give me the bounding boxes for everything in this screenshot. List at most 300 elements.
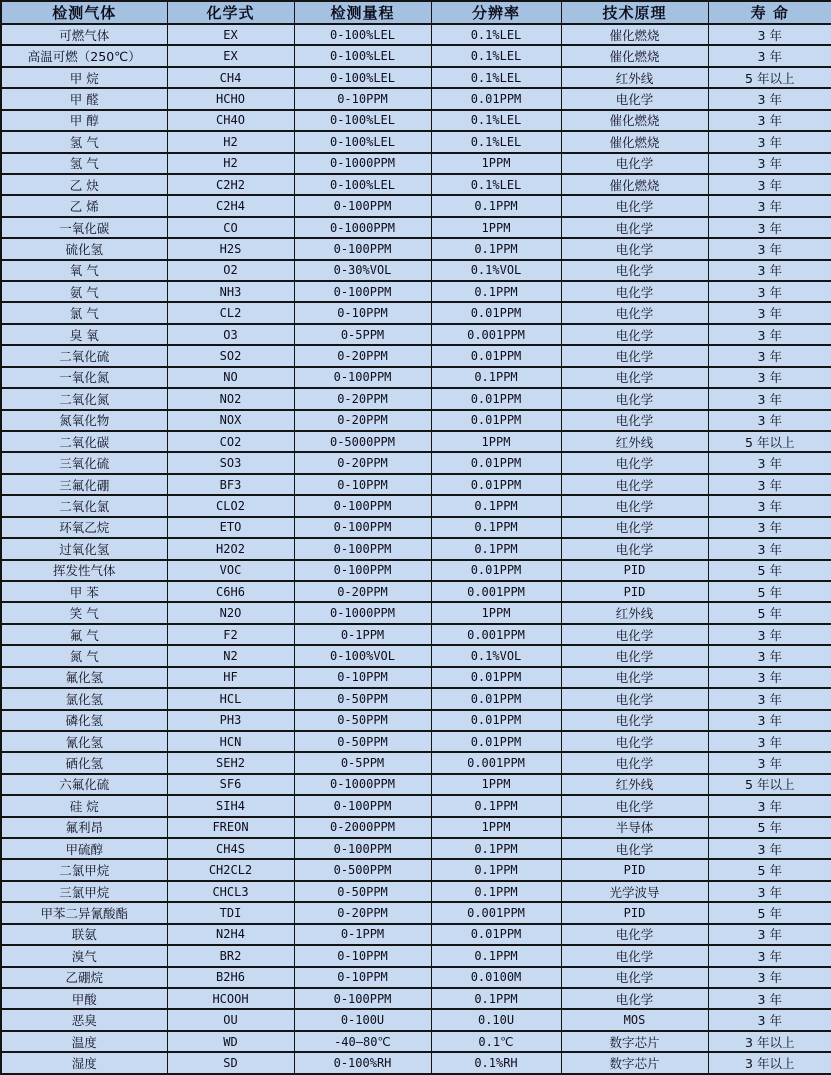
gas-name-cell: 笑 气 (1, 602, 167, 623)
chemical-formula-cell: HCHO (167, 88, 294, 109)
detection-range-cell: 0-20PPM (294, 388, 431, 409)
technology-cell: 光学波导 (561, 881, 708, 902)
resolution-cell: 0.01PPM (431, 731, 561, 752)
detection-range-cell: 0-100U (294, 1009, 431, 1030)
lifespan-cell: 3 年 (708, 624, 831, 645)
resolution-cell: 0.01PPM (431, 88, 561, 109)
chemical-formula-cell: N2O (167, 602, 294, 623)
table-row (1, 474, 831, 495)
table-row (1, 302, 831, 323)
lifespan-cell: 5 年以上 (708, 431, 831, 452)
table-row (1, 538, 831, 559)
lifespan-cell: 3 年 (708, 988, 831, 1009)
header-gas-name: 检测气体 (1, 1, 167, 24)
lifespan-cell: 5 年 (708, 817, 831, 838)
resolution-cell: 0.001PPM (431, 752, 561, 773)
lifespan-cell: 3 年 (708, 1009, 831, 1030)
resolution-cell: 0.1%VOL (431, 645, 561, 666)
table-row (1, 410, 831, 431)
chemical-formula-cell: C2H4 (167, 195, 294, 216)
resolution-cell: 0.1PPM (431, 795, 561, 816)
gas-name-cell: 一氧化碳 (1, 217, 167, 238)
resolution-cell: 0.1%LEL (431, 131, 561, 152)
table-row (1, 217, 831, 238)
chemical-formula-cell: CH4O (167, 110, 294, 131)
technology-cell: 电化学 (561, 988, 708, 1009)
lifespan-cell: 3 年 (708, 752, 831, 773)
technology-cell: 电化学 (561, 945, 708, 966)
gas-name-cell: 氯化氢 (1, 688, 167, 709)
resolution-cell: 0.01PPM (431, 345, 561, 366)
resolution-cell: 0.1%VOL (431, 260, 561, 281)
gas-name-cell: 过氧化氢 (1, 538, 167, 559)
chemical-formula-cell: C6H6 (167, 581, 294, 602)
chemical-formula-cell: NO (167, 367, 294, 388)
detection-range-cell: 0-50PPM (294, 688, 431, 709)
detection-range-cell: 0-50PPM (294, 710, 431, 731)
detection-range-cell: 0-1000PPM (294, 217, 431, 238)
chemical-formula-cell: SO2 (167, 345, 294, 366)
technology-cell: 电化学 (561, 538, 708, 559)
lifespan-cell: 5 年 (708, 859, 831, 880)
technology-cell: 电化学 (561, 195, 708, 216)
lifespan-cell: 3 年 (708, 838, 831, 859)
gas-name-cell: 可燃气体 (1, 24, 167, 45)
gas-name-cell: 二氧化氮 (1, 388, 167, 409)
technology-cell: 数字芯片 (561, 1052, 708, 1074)
table-row (1, 731, 831, 752)
resolution-cell: 1PPM (431, 602, 561, 623)
chemical-formula-cell: CH4 (167, 67, 294, 88)
table-row (1, 238, 831, 259)
technology-cell: PID (561, 581, 708, 602)
chemical-formula-cell: NO2 (167, 388, 294, 409)
technology-cell: 电化学 (561, 495, 708, 516)
gas-name-cell: 三氯甲烷 (1, 881, 167, 902)
detection-range-cell: -40—80℃ (294, 1031, 431, 1052)
chemical-formula-cell: O2 (167, 260, 294, 281)
lifespan-cell: 5 年 (708, 602, 831, 623)
technology-cell: 电化学 (561, 217, 708, 238)
technology-cell: 催化燃烧 (561, 110, 708, 131)
detection-range-cell: 0-10PPM (294, 945, 431, 966)
table-row (1, 88, 831, 109)
chemical-formula-cell: SO3 (167, 452, 294, 473)
resolution-cell: 0.1%RH (431, 1052, 561, 1074)
chemical-formula-cell: BR2 (167, 945, 294, 966)
resolution-cell: 0.01PPM (431, 924, 561, 945)
lifespan-cell: 3 年 (708, 45, 831, 66)
detection-range-cell: 0-20PPM (294, 452, 431, 473)
detection-range-cell: 0-100PPM (294, 988, 431, 1009)
detection-range-cell: 0-1PPM (294, 924, 431, 945)
technology-cell: 电化学 (561, 474, 708, 495)
gas-name-cell: 甲苯二异氰酸酯 (1, 902, 167, 923)
lifespan-cell: 3 年 (708, 324, 831, 345)
chemical-formula-cell: NH3 (167, 281, 294, 302)
table-row (1, 1009, 831, 1030)
resolution-cell: 0.01PPM (431, 560, 561, 581)
detection-range-cell: 0-1000PPM (294, 602, 431, 623)
gas-name-cell: 一氧化氮 (1, 367, 167, 388)
table-row (1, 452, 831, 473)
chemical-formula-cell: HCOOH (167, 988, 294, 1009)
gas-name-cell: 氢 气 (1, 131, 167, 152)
lifespan-cell: 3 年 (708, 131, 831, 152)
resolution-cell: 0.1PPM (431, 195, 561, 216)
table-row (1, 67, 831, 88)
chemical-formula-cell: EX (167, 45, 294, 66)
chemical-formula-cell: CLO2 (167, 495, 294, 516)
lifespan-cell: 3 年 (708, 217, 831, 238)
gas-name-cell: 氯 气 (1, 302, 167, 323)
technology-cell: 催化燃烧 (561, 174, 708, 195)
gas-name-cell: 乙硼烷 (1, 967, 167, 988)
technology-cell: 电化学 (561, 238, 708, 259)
detection-range-cell: 0-20PPM (294, 410, 431, 431)
table-body (1, 24, 831, 1074)
table-row (1, 260, 831, 281)
resolution-cell: 1PPM (431, 774, 561, 795)
detection-range-cell: 0-1PPM (294, 624, 431, 645)
technology-cell: 红外线 (561, 774, 708, 795)
table-row (1, 174, 831, 195)
detection-range-cell: 0-50PPM (294, 731, 431, 752)
technology-cell: 电化学 (561, 752, 708, 773)
resolution-cell: 0.1PPM (431, 838, 561, 859)
gas-name-cell: 湿度 (1, 1052, 167, 1074)
resolution-cell: 0.001PPM (431, 902, 561, 923)
detection-range-cell: 0-10PPM (294, 302, 431, 323)
gas-name-cell: 氧 气 (1, 260, 167, 281)
table-row (1, 560, 831, 581)
chemical-formula-cell: VOC (167, 560, 294, 581)
detection-range-cell: 0-100PPM (294, 538, 431, 559)
lifespan-cell: 3 年 (708, 945, 831, 966)
table-row (1, 1052, 831, 1074)
lifespan-cell: 3 年 (708, 88, 831, 109)
detection-range-cell: 0-100PPM (294, 281, 431, 302)
chemical-formula-cell: CO2 (167, 431, 294, 452)
gas-name-cell: 甲 醛 (1, 88, 167, 109)
table-row (1, 967, 831, 988)
lifespan-cell: 5 年 (708, 560, 831, 581)
resolution-cell: 0.01PPM (431, 452, 561, 473)
resolution-cell: 0.1PPM (431, 495, 561, 516)
technology-cell: 电化学 (561, 667, 708, 688)
detection-range-cell: 0-100PPM (294, 495, 431, 516)
gas-name-cell: 硅 烷 (1, 795, 167, 816)
chemical-formula-cell: HCL (167, 688, 294, 709)
detection-range-cell: 0-20PPM (294, 902, 431, 923)
chemical-formula-cell: TDI (167, 902, 294, 923)
resolution-cell: 1PPM (431, 217, 561, 238)
gas-name-cell: 乙 炔 (1, 174, 167, 195)
chemical-formula-cell: NOX (167, 410, 294, 431)
gas-name-cell: 氟 气 (1, 624, 167, 645)
detection-range-cell: 0-100PPM (294, 195, 431, 216)
lifespan-cell: 3 年 (708, 517, 831, 538)
chemical-formula-cell: CO (167, 217, 294, 238)
table-row (1, 24, 831, 45)
detection-range-cell: 0-5PPM (294, 752, 431, 773)
table-row (1, 624, 831, 645)
lifespan-cell: 3 年 (708, 731, 831, 752)
gas-name-cell: 环氧乙烷 (1, 517, 167, 538)
table-row (1, 367, 831, 388)
lifespan-cell: 5 年以上 (708, 67, 831, 88)
header-lifespan: 寿 命 (708, 1, 831, 24)
detection-range-cell: 0-100PPM (294, 367, 431, 388)
lifespan-cell: 3 年 (708, 538, 831, 559)
technology-cell: 红外线 (561, 67, 708, 88)
technology-cell: 电化学 (561, 795, 708, 816)
gas-name-cell: 温度 (1, 1031, 167, 1052)
table-row (1, 881, 831, 902)
resolution-cell: 0.1%LEL (431, 67, 561, 88)
gas-name-cell: 挥发性气体 (1, 560, 167, 581)
lifespan-cell: 3 年 (708, 881, 831, 902)
technology-cell: PID (561, 902, 708, 923)
resolution-cell: 0.10U (431, 1009, 561, 1030)
lifespan-cell: 3 年 (708, 710, 831, 731)
chemical-formula-cell: SF6 (167, 774, 294, 795)
lifespan-cell: 3 年 (708, 302, 831, 323)
gas-name-cell: 臭 氧 (1, 324, 167, 345)
table-row (1, 153, 831, 174)
gas-name-cell: 二氧化氯 (1, 495, 167, 516)
gas-name-cell: 二氧化硫 (1, 345, 167, 366)
chemical-formula-cell: CHCL3 (167, 881, 294, 902)
technology-cell: 电化学 (561, 452, 708, 473)
table-row (1, 45, 831, 66)
technology-cell: 电化学 (561, 324, 708, 345)
resolution-cell: 0.1PPM (431, 281, 561, 302)
chemical-formula-cell: H2 (167, 153, 294, 174)
gas-name-cell: 甲 烷 (1, 67, 167, 88)
technology-cell: 电化学 (561, 924, 708, 945)
technology-cell: 电化学 (561, 710, 708, 731)
technology-cell: 电化学 (561, 688, 708, 709)
gas-name-cell: 氟利昂 (1, 817, 167, 838)
detection-range-cell: 0-100PPM (294, 517, 431, 538)
technology-cell: 电化学 (561, 517, 708, 538)
gas-name-cell: 二氯甲烷 (1, 859, 167, 880)
resolution-cell: 1PPM (431, 817, 561, 838)
technology-cell: 催化燃烧 (561, 45, 708, 66)
table-row (1, 495, 831, 516)
lifespan-cell: 3 年 (708, 645, 831, 666)
detection-range-cell: 0-100PPM (294, 795, 431, 816)
table-row (1, 667, 831, 688)
resolution-cell: 1PPM (431, 153, 561, 174)
lifespan-cell: 3 年 (708, 667, 831, 688)
technology-cell: 电化学 (561, 345, 708, 366)
resolution-cell: 0.1PPM (431, 538, 561, 559)
detection-range-cell: 0-100%LEL (294, 131, 431, 152)
chemical-formula-cell: BF3 (167, 474, 294, 495)
technology-cell: PID (561, 859, 708, 880)
detection-range-cell: 0-100%VOL (294, 645, 431, 666)
lifespan-cell: 3 年 (708, 495, 831, 516)
header-technology: 技术原理 (561, 1, 708, 24)
gas-name-cell: 硒化氢 (1, 752, 167, 773)
table-row (1, 688, 831, 709)
resolution-cell: 0.1PPM (431, 859, 561, 880)
gas-name-cell: 氰化氢 (1, 731, 167, 752)
table-row (1, 1031, 831, 1052)
gas-name-cell: 氟化氢 (1, 667, 167, 688)
header-resolution: 分辨率 (431, 1, 561, 24)
resolution-cell: 0.01PPM (431, 388, 561, 409)
table-row (1, 838, 831, 859)
resolution-cell: 0.1%LEL (431, 110, 561, 131)
lifespan-cell: 5 年以上 (708, 774, 831, 795)
gas-name-cell: 高温可燃（250℃） (1, 45, 167, 66)
lifespan-cell: 3 年 (708, 238, 831, 259)
technology-cell: 电化学 (561, 88, 708, 109)
table-row (1, 924, 831, 945)
chemical-formula-cell: CH4S (167, 838, 294, 859)
detection-range-cell: 0-100%RH (294, 1052, 431, 1074)
technology-cell: 电化学 (561, 260, 708, 281)
resolution-cell: 0.1PPM (431, 367, 561, 388)
chemical-formula-cell: PH3 (167, 710, 294, 731)
lifespan-cell: 3 年 (708, 967, 831, 988)
chemical-formula-cell: FREON (167, 817, 294, 838)
lifespan-cell: 3 年 (708, 410, 831, 431)
lifespan-cell: 3 年 (708, 153, 831, 174)
chemical-formula-cell: CL2 (167, 302, 294, 323)
gas-name-cell: 乙 烯 (1, 195, 167, 216)
lifespan-cell: 5 年 (708, 581, 831, 602)
table-row (1, 795, 831, 816)
resolution-cell: 0.1PPM (431, 988, 561, 1009)
resolution-cell: 0.01PPM (431, 688, 561, 709)
lifespan-cell: 3 年以上 (708, 1052, 831, 1074)
table-row (1, 110, 831, 131)
chemical-formula-cell: H2S (167, 238, 294, 259)
chemical-formula-cell: OU (167, 1009, 294, 1030)
resolution-cell: 0.01PPM (431, 667, 561, 688)
technology-cell: 电化学 (561, 624, 708, 645)
detection-range-cell: 0-10PPM (294, 967, 431, 988)
table-row (1, 431, 831, 452)
detection-range-cell: 0-100%LEL (294, 24, 431, 45)
table-row (1, 752, 831, 773)
table-row (1, 388, 831, 409)
detection-range-cell: 0-10PPM (294, 474, 431, 495)
technology-cell: 电化学 (561, 302, 708, 323)
technology-cell: 电化学 (561, 838, 708, 859)
technology-cell: 半导体 (561, 817, 708, 838)
header-chemical-formula: 化学式 (167, 1, 294, 24)
resolution-cell: 0.001PPM (431, 581, 561, 602)
gas-name-cell: 氨 气 (1, 281, 167, 302)
gas-name-cell: 三氟化硼 (1, 474, 167, 495)
detection-range-cell: 0-100%LEL (294, 174, 431, 195)
lifespan-cell: 3 年 (708, 795, 831, 816)
chemical-formula-cell: SEH2 (167, 752, 294, 773)
table-row (1, 345, 831, 366)
table-row (1, 902, 831, 923)
resolution-cell: 0.1PPM (431, 517, 561, 538)
lifespan-cell: 3 年以上 (708, 1031, 831, 1052)
chemical-formula-cell: EX (167, 24, 294, 45)
lifespan-cell: 3 年 (708, 110, 831, 131)
technology-cell: 电化学 (561, 967, 708, 988)
detection-range-cell: 0-100%LEL (294, 110, 431, 131)
detection-range-cell: 0-5000PPM (294, 431, 431, 452)
table-row (1, 859, 831, 880)
detection-range-cell: 0-100PPM (294, 560, 431, 581)
table-row (1, 817, 831, 838)
detection-range-cell: 0-10PPM (294, 88, 431, 109)
chemical-formula-cell: WD (167, 1031, 294, 1052)
table-row (1, 131, 831, 152)
lifespan-cell: 3 年 (708, 174, 831, 195)
detection-range-cell: 0-1000PPM (294, 153, 431, 174)
detection-range-cell: 0-100%LEL (294, 67, 431, 88)
detection-range-cell: 0-1000PPM (294, 774, 431, 795)
lifespan-cell: 3 年 (708, 452, 831, 473)
gas-name-cell: 甲 苯 (1, 581, 167, 602)
resolution-cell: 0.1%LEL (431, 45, 561, 66)
chemical-formula-cell: F2 (167, 624, 294, 645)
lifespan-cell: 3 年 (708, 924, 831, 945)
resolution-cell: 0.1PPM (431, 945, 561, 966)
detection-range-cell: 0-20PPM (294, 581, 431, 602)
resolution-cell: 0.1%LEL (431, 24, 561, 45)
gas-name-cell: 氢 气 (1, 153, 167, 174)
chemical-formula-cell: HCN (167, 731, 294, 752)
lifespan-cell: 3 年 (708, 195, 831, 216)
gas-name-cell: 甲硫醇 (1, 838, 167, 859)
technology-cell: 电化学 (561, 153, 708, 174)
technology-cell: 电化学 (561, 367, 708, 388)
gas-name-cell: 六氟化硫 (1, 774, 167, 795)
table-row (1, 581, 831, 602)
resolution-cell: 0.1PPM (431, 881, 561, 902)
technology-cell: 电化学 (561, 410, 708, 431)
table-row (1, 324, 831, 345)
gas-name-cell: 联氨 (1, 924, 167, 945)
chemical-formula-cell: O3 (167, 324, 294, 345)
table-row (1, 602, 831, 623)
table-row (1, 517, 831, 538)
technology-cell: 电化学 (561, 388, 708, 409)
chemical-formula-cell: SIH4 (167, 795, 294, 816)
detection-range-cell: 0-100PPM (294, 238, 431, 259)
resolution-cell: 0.01PPM (431, 474, 561, 495)
gas-name-cell: 氮 气 (1, 645, 167, 666)
lifespan-cell: 3 年 (708, 474, 831, 495)
table-row (1, 281, 831, 302)
resolution-cell: 0.1%LEL (431, 174, 561, 195)
gas-name-cell: 甲酸 (1, 988, 167, 1009)
resolution-cell: 0.1℃ (431, 1031, 561, 1052)
technology-cell: 红外线 (561, 602, 708, 623)
detection-range-cell: 0-30%VOL (294, 260, 431, 281)
gas-name-cell: 甲 醇 (1, 110, 167, 131)
technology-cell: PID (561, 560, 708, 581)
lifespan-cell: 3 年 (708, 24, 831, 45)
detection-range-cell: 0-20PPM (294, 345, 431, 366)
lifespan-cell: 3 年 (708, 281, 831, 302)
technology-cell: 电化学 (561, 281, 708, 302)
lifespan-cell: 3 年 (708, 388, 831, 409)
table-row (1, 774, 831, 795)
